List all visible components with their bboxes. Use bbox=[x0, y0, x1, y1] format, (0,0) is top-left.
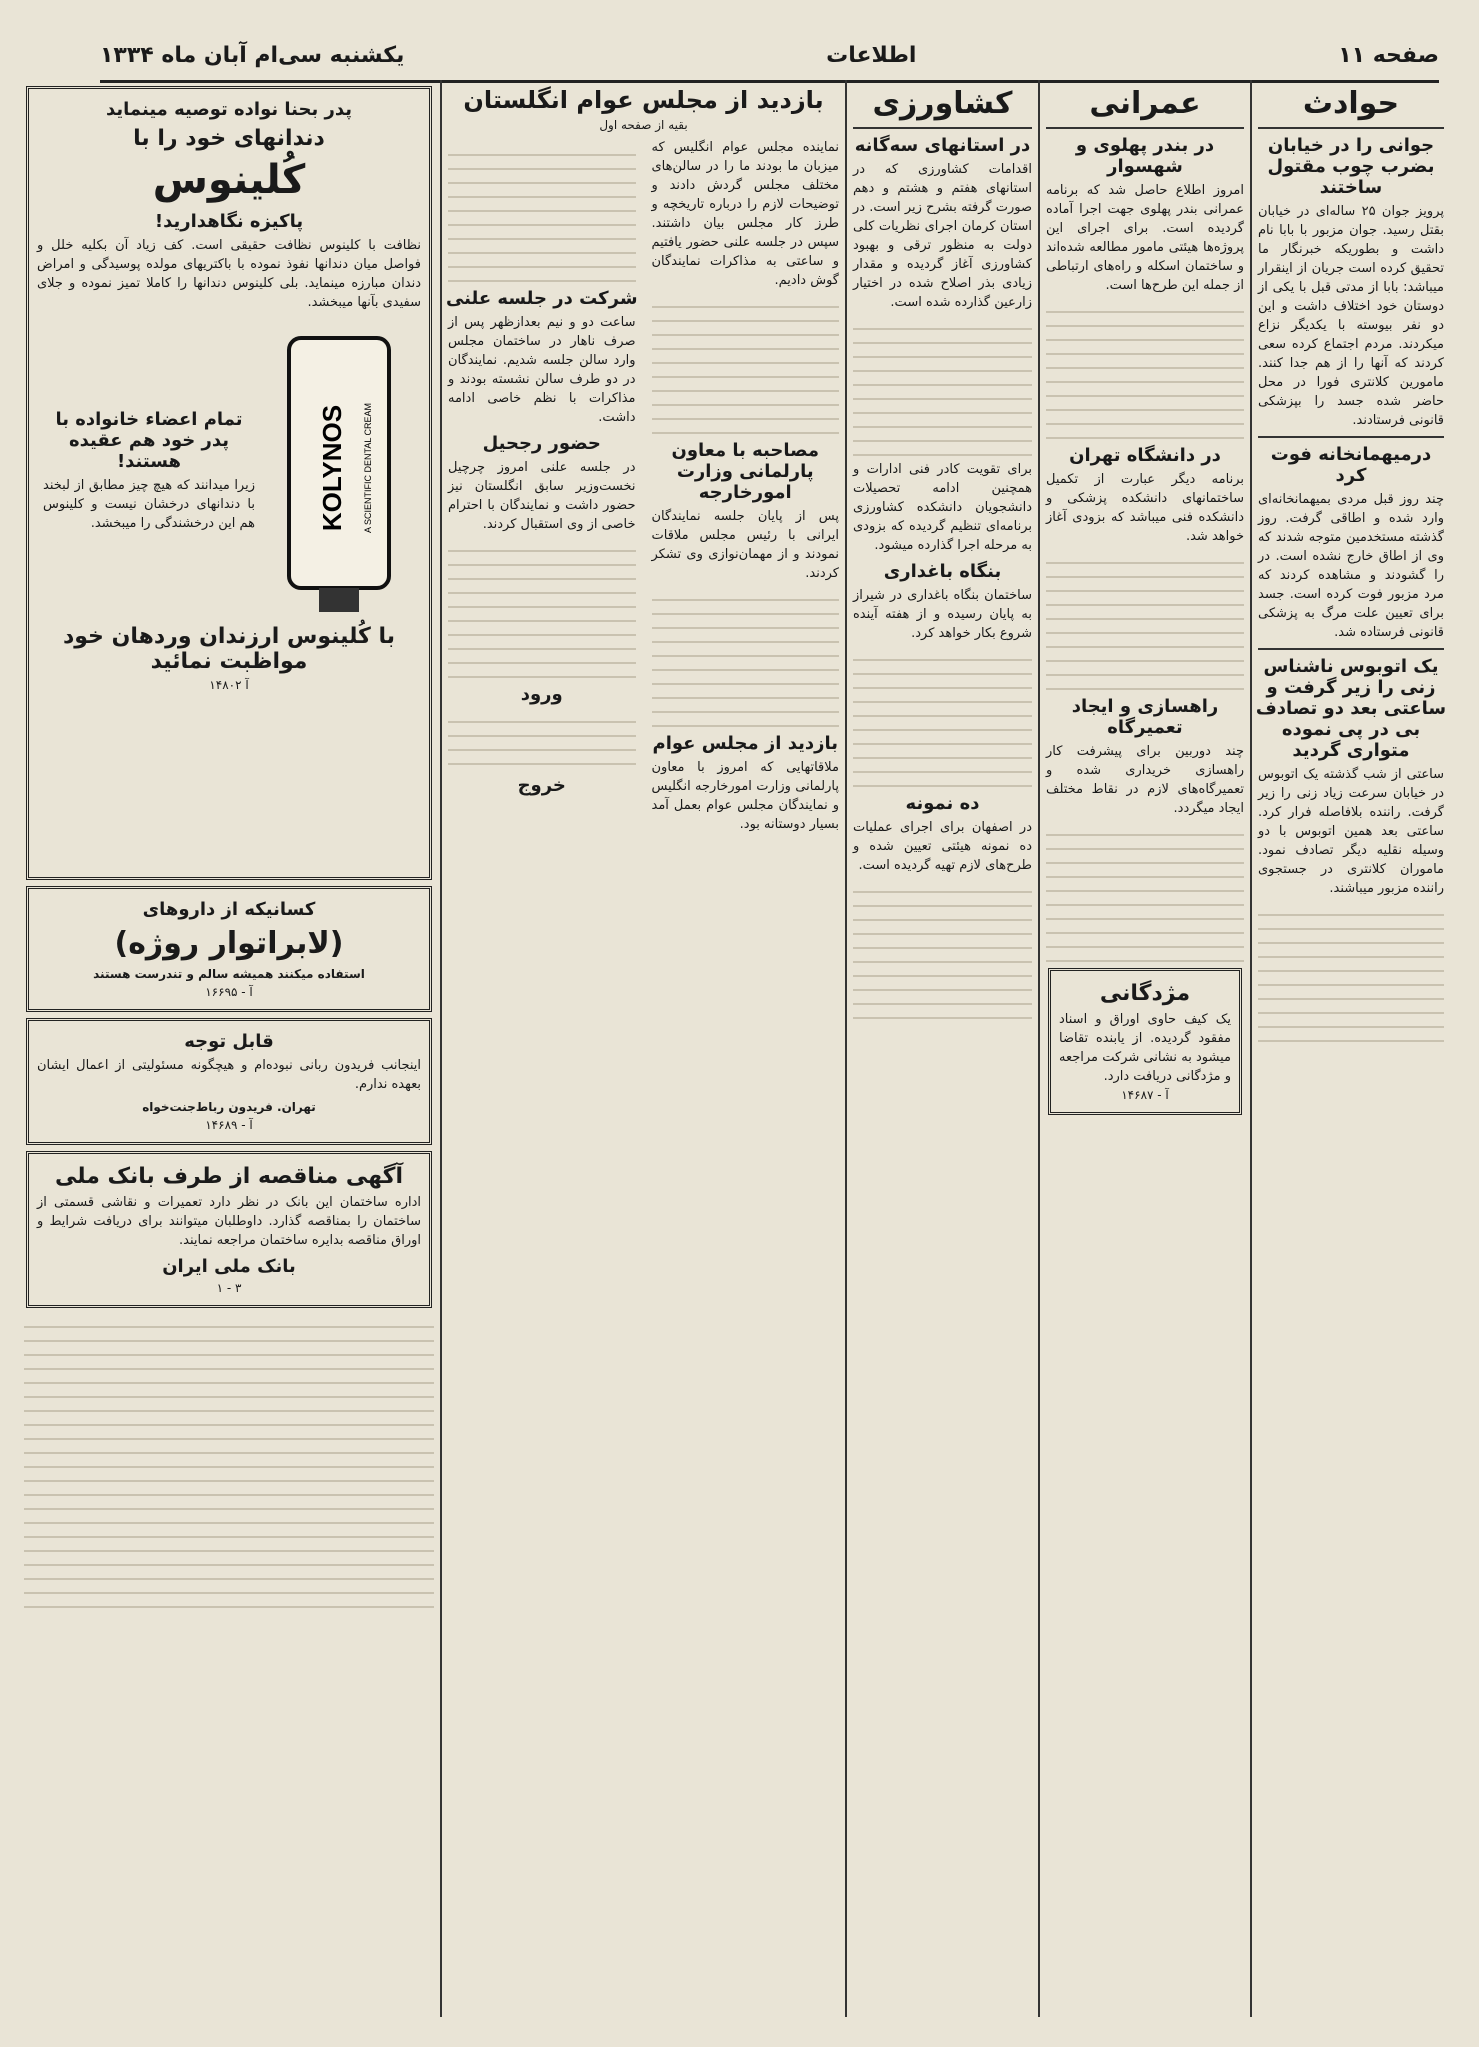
text-block bbox=[448, 709, 636, 769]
ad-text: نظافت با کلینوس نظافت حقیقی است. کف زیاد آن بکلیه خلل و فواصل میان دندانها نفوذ نموده با باکتریهای مولده پوسیدگی و امراض دندان مبارزه مینماید. بلی کلینوس دندانها را کاملا تمیز نموده و جلای سفیدی بآنها میبخشد. bbox=[37, 238, 421, 310]
headline: درمیهمانخانه فوت کرد bbox=[1270, 444, 1432, 486]
brand-name: کُلینوس bbox=[152, 157, 306, 203]
tender-signature: بانک ملی ایران bbox=[162, 1256, 296, 1277]
headline: راهسازی و ایجاد تعمیرگاه bbox=[1071, 696, 1219, 738]
toothpaste-tube-icon bbox=[259, 318, 419, 618]
article-text: ساعت دو و نیم بعدازظهر پس از صرف ناهار در ساختمان مجلس وارد سالن جلسه شدیم. نمایندگان در دو طرف سالن نشسته بودند و مذاکرات با نظم خاصی ادامه داشت. bbox=[448, 315, 636, 425]
page-header bbox=[100, 30, 1439, 80]
headline: یک اتوبوس ناشناس زنی را زیر گرفت و ساعتی بعد دو تصادف بی در پی نموده متواری گردید bbox=[1255, 656, 1447, 761]
divider bbox=[853, 127, 1032, 129]
page-number: صفحه ۱۱ bbox=[1338, 42, 1439, 68]
notice-ad bbox=[26, 1018, 432, 1145]
article-text: ساعتی از شب گذشته یک اتوبوس در خیابان سرعت زیاد زنی را زیر گرفت. راننده بلافاصله فرار کرد. ساعتی بعد همین اتوبوس با دو وسیله نقلیه دیگر تصادف نمود. ماموران کلانتری در جستجوی راننده مزبور میباشند. bbox=[1258, 767, 1444, 896]
column-divider bbox=[1250, 80, 1252, 2017]
article-text: پس از پایان جلسه نمایندگان ایرانی با رئیس مجلس ملاقات نمودند و از مهمان‌نوازی وی تشکر کردند. bbox=[651, 509, 839, 581]
section-title: کشاورزی bbox=[872, 86, 1013, 121]
ad-number: آ - ۱۴۶۸۹ bbox=[205, 1118, 253, 1132]
ad-tagline: پاکیزه نگاهدارید! bbox=[154, 211, 304, 232]
article-text: اقدامات کشاورزی که در استانهای هفتم و هشتم و دهم صورت گرفته بشرح زیر است. در استان کرمان اجرای نظریات کلی دولت به منظور ترقی و بهبود کشاورزی آغاز گردیده و مقدار زیادی بذر اصلاح شده در اختیار زارعین گذارده شده است. bbox=[853, 162, 1032, 310]
column-agriculture bbox=[849, 80, 1036, 2017]
ad-number: آ ۱۴۸۰۲ bbox=[209, 678, 249, 692]
column-divider bbox=[1038, 80, 1040, 2017]
headline: شرکت در جلسه علنی bbox=[445, 288, 638, 309]
article-text: در جلسه علنی امروز چرچیل نخست‌وزیر سابق انگلستان نیز حضور داشت و نمایندگان با احترام خاصی از وی استقبال کردند. bbox=[448, 460, 636, 532]
text-block bbox=[24, 1314, 434, 1614]
article-text: ساختمان بنگاه باغداری در شیراز به پایان رسیده و از هفته آینده شروع بکار خواهد کرد. bbox=[853, 588, 1032, 641]
text-block bbox=[1258, 902, 1444, 1042]
headline: بازدید از مجلس عوام bbox=[652, 733, 838, 754]
article-text: نماینده مجلس عوام انگلیس که میزبان ما بودند ما را در سالن‌های مختلف مجلس گردش دادند و توضیحات لازم را درباره تاریخچه و طرز کار مجلس بیان داشتند. سپس در جلسه علنی حضور یافتیم و ساعتی به مذاکرات نمایندگان گوش دادیم. bbox=[651, 140, 839, 288]
ad-number: آ - ۱۴۶۸۷ bbox=[1121, 1088, 1169, 1102]
divider bbox=[1258, 436, 1444, 438]
kolynos-ad bbox=[26, 86, 432, 880]
text-block bbox=[853, 316, 1032, 456]
text-block bbox=[853, 647, 1032, 787]
article-text: برای تقویت کادر فنی ادارات و همچنین ادامه تحصیلات دانشجویان دانشکده کشاورزی برنامه‌ای تنظیم گردیده که بزودی به مرحله اجرا گذارده میشود. bbox=[853, 462, 1032, 553]
ad-number: آ - ۱۶۶۹۵ bbox=[205, 985, 253, 999]
ad-tagline: کسانیکه از داروهای bbox=[142, 899, 316, 920]
divider bbox=[1046, 127, 1244, 129]
headline: مژدگانی bbox=[1099, 981, 1191, 1006]
article-text: در اصفهان برای اجرای عملیات ده نمونه هیئتی تعیین شده و طرح‌های لازم تهیه گردیده است. bbox=[853, 820, 1032, 873]
text-block bbox=[1046, 822, 1244, 962]
headline: در دانشگاه تهران bbox=[1069, 445, 1221, 466]
headline: بنگاه باغداری bbox=[883, 561, 1002, 582]
notice-title: قابل توجه bbox=[184, 1031, 274, 1052]
notice-signature: تهران. فریدون رباط‌جنت‌خواه bbox=[142, 1100, 316, 1114]
text-block bbox=[652, 294, 840, 434]
text-block bbox=[1046, 550, 1244, 690]
divider bbox=[1258, 127, 1444, 129]
ad-slogan: تمام اعضاء خانواده با پدر خود هم عقیده هستند! bbox=[55, 409, 243, 472]
issue-date: یکشنبه سی‌ام آبان ماه ۱۳۳۴ bbox=[100, 42, 405, 68]
reward-notice bbox=[1048, 968, 1242, 1115]
labratuar-roje-ad bbox=[26, 886, 432, 1012]
text-block bbox=[448, 538, 636, 678]
article-text: چند روز قبل مردی بمیهمانخانه‌ای وارد شده و اطاقی گرفت. روز گذشته مستخدمین متوجه شدند که وی از اطاق خارج نشده است. در را گشودند و مشاهده کردند که مرد مزبور فوت کرده است. جسد برای تعیین علت مرگ به پزشکی قانونی فرستاده شد. bbox=[1258, 492, 1444, 640]
column-development bbox=[1042, 80, 1248, 2017]
article-text: برنامه دیگر عبارت از تکمیل ساختمانهای دانشکده پزشکی و دانشکده فنی میباشد که بزودی آغاز خواهد شد. bbox=[1046, 472, 1244, 544]
column-divider bbox=[845, 80, 847, 2017]
newspaper-title: اطلاعات bbox=[826, 42, 917, 68]
article-text: چند دوربین برای پیشرفت کار راهسازی خریداری شده و تعمیرگاه‌های لازم در نقاط مختلف ایجاد میگردد. bbox=[1046, 744, 1244, 816]
column-parliament bbox=[444, 80, 843, 2017]
headline: در بندر پهلوی و شهسوار bbox=[1075, 135, 1215, 177]
headline: حضور رجحیل bbox=[482, 433, 601, 454]
text-block bbox=[1046, 299, 1244, 439]
divider bbox=[1258, 648, 1444, 650]
ad-tagline: دندانهای خود را با bbox=[133, 126, 325, 151]
bank-tender-ad bbox=[26, 1151, 432, 1308]
article-text: امروز اطلاع حاصل شد که برنامه عمرانی بندر پهلوی جهت اجرا آماده گردیده است. برای اجرای این پروژه‌ها هیئتی مامور مطالعه شده‌اند و ساختمان اسکله و راه‌های ارتباطی از جمله این طرح‌ها است. bbox=[1046, 183, 1244, 293]
mid-headline: مصاحبه با معاون پارلمانی وزارت امورخارجه bbox=[671, 440, 820, 503]
column-divider bbox=[440, 80, 442, 2017]
tube-brand: KOLYNOS bbox=[317, 404, 347, 532]
tender-text: اداره ساختمان این بانک در نظر دارد تعمیرات و نقاشی قسمتی از ساختمان را بمناقصه گذارد. داوطلبان میتوانند برای دریافت شرایط و اوراق مناقصه بدایره ساختمان مراجعه نمایند. bbox=[37, 1195, 421, 1248]
headline: جوانی را در خیابان بضرب چوب مقتول ساختند bbox=[1267, 135, 1435, 198]
tube-subtitle: A SCIENTIFIC DENTAL CREAM bbox=[363, 402, 373, 534]
text-block bbox=[853, 879, 1032, 1019]
section-title: حوادث bbox=[1302, 86, 1400, 121]
section-title: بازدید از مجلس عوام انگلستان bbox=[463, 86, 824, 114]
tender-title: آگهی مناقصه از طرف بانک ملی bbox=[54, 1164, 404, 1189]
text-block bbox=[448, 142, 636, 282]
text-block bbox=[652, 587, 840, 727]
column-incidents bbox=[1254, 80, 1448, 2017]
ad-number: ۳ - ۱ bbox=[216, 1281, 242, 1295]
headline: ده نمونه bbox=[905, 793, 980, 814]
headline: خروج bbox=[517, 775, 566, 796]
continued-note: بقیه از صفحه اول bbox=[599, 118, 688, 132]
column-ads bbox=[20, 80, 438, 2017]
ad-copy bbox=[39, 403, 259, 533]
headline: ورود bbox=[520, 684, 563, 705]
parliament-columns bbox=[444, 138, 843, 834]
brand-name: (لابراتوار روژه) bbox=[114, 926, 344, 961]
article-text: ملاقاتهایی که امروز با معاون پارلمانی وزارت امورخارجه انگلیس و نمایندگان مجلس عوام بعمل آمد بسیار دوستانه بود. bbox=[651, 760, 839, 832]
ad-footer: با کُلینوس ارزندان وردهان خود مواظبت نمائید bbox=[62, 624, 396, 674]
notice-text: اینجانب فریدون ربانی نبوده‌ام و هیچگونه مسئولیتی از اعمال ایشان بعهده ندارم. bbox=[37, 1058, 421, 1092]
parliament-col-right bbox=[648, 138, 844, 834]
ad-text: زیرا میدانند که هیچ چیز مطابق از لبخند با دندانهای درخشان نیست و کلینوس هم این درخشندگی را میبخشد. bbox=[43, 478, 255, 531]
article-text: پرویز جوان ۲۵ ساله‌ای در خیابان بقتل رسید. جوان مزبور با بابا نام داشت و بطوریکه خبرنگار ما تحقیق کرده است جریان از اینقرار میباشد: بابا از مدتی قبل با یکی از دوستان خود اختلاف داشت و این دو نفر بیوسته با یکدیگر نزاع میکردند. مردم اجتماع کرده سعی کردند که آنها را از هم جدا کنند. مامورین کلانتری فورا در محل حاضر شده جسد را بپزشکی قانونی فرستادند. bbox=[1258, 204, 1444, 428]
ad-tagline: استفاده میکنند همیشه سالم و تندرست هستند bbox=[93, 967, 365, 981]
article-text: یک کیف حاوی اوراق و اسناد مفقود گردیده. از یابنده تقاضا میشود به نشانی شرکت مراجعه و مژدگانی دریافت دارد. bbox=[1059, 1012, 1231, 1084]
section-title: عمرانی bbox=[1089, 86, 1201, 121]
parliament-col-left bbox=[444, 138, 640, 834]
headline: در استانهای سه‌گانه bbox=[854, 135, 1031, 156]
ad-tagline: پدر بحنا نواده توصیه مینماید bbox=[105, 99, 353, 120]
ad-figure bbox=[39, 318, 419, 618]
